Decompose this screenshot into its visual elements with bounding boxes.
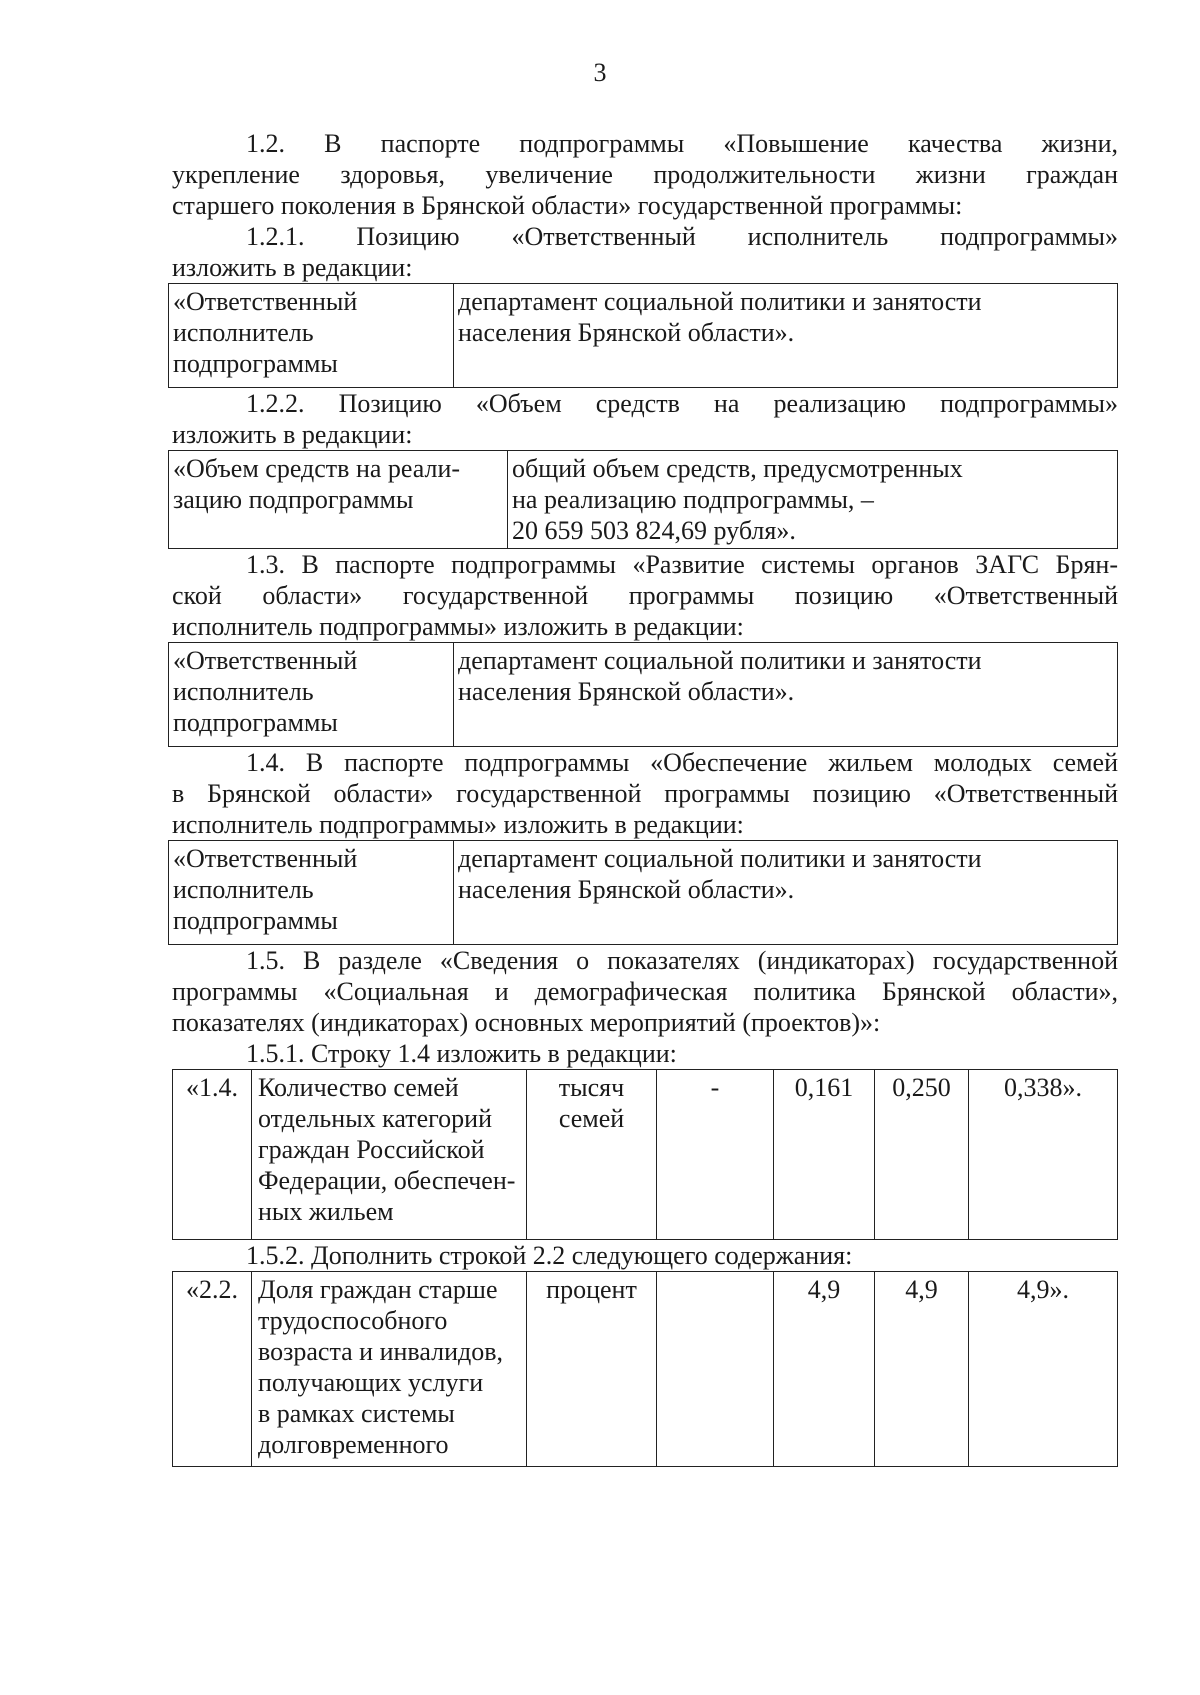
table-cell-value: департамент социальной политики и занятости населения Брянской области». — [454, 284, 1118, 388]
indicator-table-row-1-4 — [172, 1069, 1118, 1240]
paragraph-1-3-line-1: 1.3. В паспорте подпрограммы «Развитие системы органов ЗАГС Брян- — [246, 550, 1118, 579]
table-responsible-1-2-1 — [168, 283, 1118, 388]
paragraph-1-3-line-2: ской области» государственной программы позицию «Ответственный — [172, 581, 1118, 610]
table-cell-value: департамент социальной политики и занятости населения Брянской области». — [454, 841, 1118, 945]
table-funding-1-2-2 — [168, 450, 1118, 549]
indicator-name-cell: Количество семей отдельных категорий граждан Российской Федерации, обеспечен- ных жильем — [252, 1070, 527, 1240]
paragraph-1-2-1-line-2: изложить в редакции: — [172, 253, 413, 282]
value-cell-3: 0,338». — [969, 1070, 1118, 1240]
paragraph-1-5-line-2: программы «Социальная и демографическая политика Брянской области», — [172, 977, 1118, 1006]
value-cell-3: 4,9». — [969, 1272, 1118, 1467]
paragraph-1-4-line-3: исполнитель подпрограммы» изложить в редакции: — [172, 810, 744, 839]
table-cell-value: департамент социальной политики и занятости населения Брянской области». — [454, 643, 1118, 747]
table-row — [169, 451, 1118, 549]
table-row — [169, 643, 1118, 747]
indicator-table-row-2-2 — [172, 1271, 1118, 1467]
paragraph-1-2-line-3: старшего поколения в Брянской области» государственной программы: — [172, 191, 963, 220]
table-responsible-1-3 — [168, 642, 1118, 747]
paragraph-1-4-line-2: в Брянской области» государственной программы позицию «Ответственный — [172, 779, 1118, 808]
row-number-cell: «2.2. — [173, 1272, 252, 1467]
table-cell-label: «Объем средств на реали- зацию подпрограммы — [169, 451, 508, 549]
table-responsible-1-4 — [168, 840, 1118, 945]
paragraph-1-5-1: 1.5.1. Строку 1.4 изложить в редакции: — [246, 1039, 677, 1068]
value-cell-1: 4,9 — [774, 1272, 875, 1467]
paragraph-1-2-2-line-1: 1.2.2. Позицию «Объем средств на реализацию подпрограммы» — [246, 389, 1118, 418]
paragraph-1-3-line-3: исполнитель подпрограммы» изложить в редакции: — [172, 612, 744, 641]
table-row — [173, 1272, 1118, 1467]
table-row — [173, 1070, 1118, 1240]
unit-cell: процент — [527, 1272, 657, 1467]
document-body — [172, 128, 1118, 1467]
table-cell-value: общий объем средств, предусмотренных на реализацию подпрограммы, – 20 659 503 824,69 рубля». — [508, 451, 1118, 549]
indicator-name-cell: Доля граждан старше трудоспособного возраста и инвалидов, получающих услуги в рамках системы долговременного — [252, 1272, 527, 1467]
page-number: 3 — [593, 58, 607, 87]
table-cell-label: «Ответственный исполнитель подпрограммы — [169, 841, 454, 945]
paragraph-1-5-2: 1.5.2. Дополнить строкой 2.2 следующего содержания: — [246, 1241, 853, 1270]
table-row — [169, 841, 1118, 945]
paragraph-1-5-line-1: 1.5. В разделе «Сведения о показателях (индикаторах) государственной — [246, 946, 1118, 975]
paragraph-1-2-line-1: 1.2. В паспорте подпрограммы «Повышение качества жизни, — [246, 129, 1118, 158]
table-cell-label: «Ответственный исполнитель подпрограммы — [169, 284, 454, 388]
table-cell-label: «Ответственный исполнитель подпрограммы — [169, 643, 454, 747]
paragraph-1-2-2-line-2: изложить в редакции: — [172, 420, 413, 449]
paragraph-1-2-1-line-1: 1.2.1. Позицию «Ответственный исполнитель подпрограммы» — [246, 222, 1118, 251]
base-value-cell: - — [657, 1070, 774, 1240]
base-value-cell — [657, 1272, 774, 1467]
value-cell-2: 4,9 — [875, 1272, 969, 1467]
row-number-cell: «1.4. — [173, 1070, 252, 1240]
paragraph-1-5-line-3: показателях (индикаторах) основных мероприятий (проектов)»: — [172, 1008, 881, 1037]
value-cell-1: 0,161 — [774, 1070, 875, 1240]
paragraph-1-4-line-1: 1.4. В паспорте подпрограммы «Обеспечение жильем молодых семей — [246, 748, 1118, 777]
value-cell-2: 0,250 — [875, 1070, 969, 1240]
unit-cell: тысяч семей — [527, 1070, 657, 1240]
paragraph-1-2-line-2: укрепление здоровья, увеличение продолжительности жизни граждан — [172, 160, 1118, 189]
table-row — [169, 284, 1118, 388]
